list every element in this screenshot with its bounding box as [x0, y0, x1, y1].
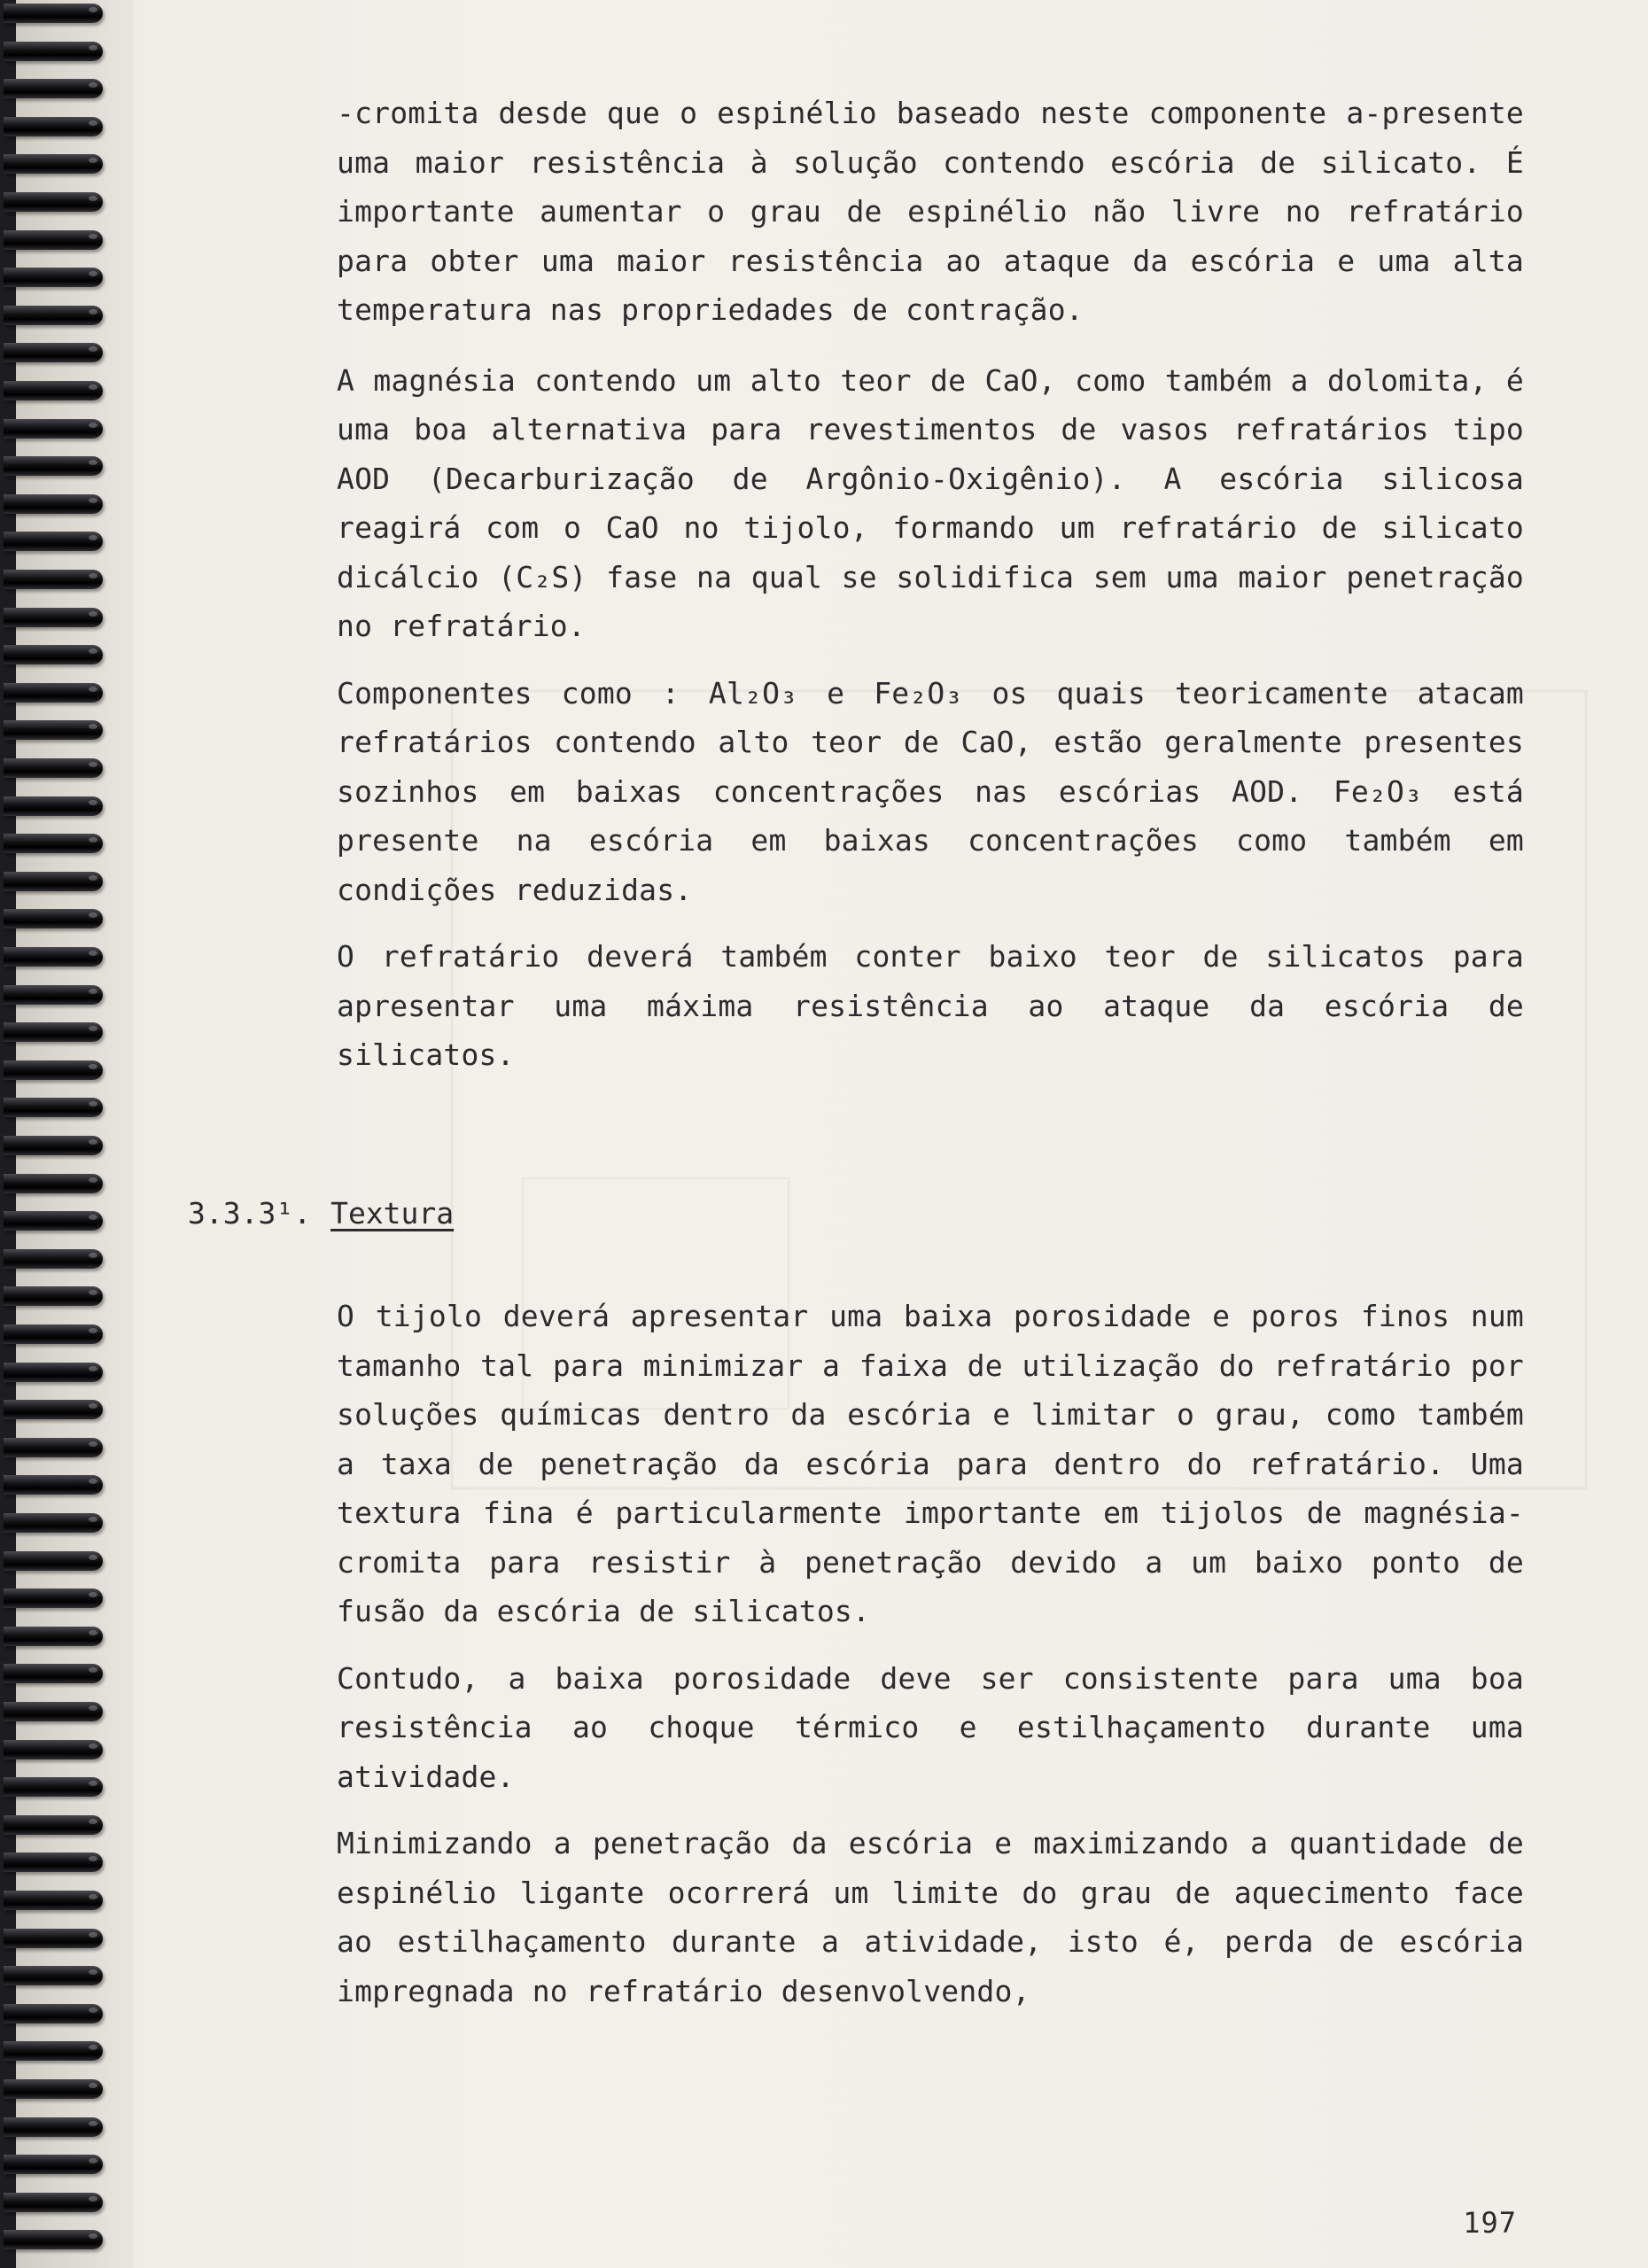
binding-coil — [4, 494, 103, 514]
binding-coil — [4, 1098, 103, 1117]
binding-coil — [4, 834, 103, 853]
binding-coil — [4, 645, 103, 664]
binding-coil — [4, 2041, 103, 2061]
paragraph-magnesia-dolomite: A magnésia contendo um alto teor de CaO, como também a dolomita, é uma boa alternativa para revestimentos de vasos refratários tipo AOD (Decarburização de Argônio-Oxigênio). A escória silicosa reagirá com o CaO no tijolo, formando um refratário de silicato dicálcio (C₂S) fase na qual se solidifica sem uma maior penetração no refratário. — [337, 362, 1524, 643]
binding-coil — [4, 758, 103, 778]
binding-coil — [4, 154, 103, 174]
binding-coil — [4, 1777, 103, 1797]
binding-coil — [4, 1249, 103, 1269]
binding-coil — [4, 192, 103, 212]
binding-coil — [4, 1324, 103, 1344]
binding-coil — [4, 1513, 103, 1533]
binding-coil — [4, 2117, 103, 2137]
binding-coil — [4, 1174, 103, 1193]
binding-coil — [4, 1664, 103, 1683]
binding-coil — [4, 1551, 103, 1571]
paragraph-thermal-shock: Contudo, a baixa porosidade deve ser consistente para uma boa resistência ao choque térmico e estilhaçamento durante uma atividade. — [337, 1660, 1524, 1794]
binding-coil — [4, 2079, 103, 2099]
binding-coil — [4, 343, 103, 362]
binding-coil — [4, 720, 103, 740]
binding-coil — [4, 117, 103, 136]
binding-coil — [4, 1740, 103, 1759]
binding-coil — [4, 1022, 103, 1042]
binding-coil — [4, 1363, 103, 1382]
binding-coil — [4, 532, 103, 551]
paragraph-spalling: Minimizando a penetração da escória e maximizando a quantidade de espinélio ligante ocorrerá um limite do grau de aquecimento face ao estilhaçamento durante a atividade, isto é, perda de escória impregnada no refratário desenvolvendo, — [337, 1826, 1524, 2008]
binding-coil — [4, 79, 103, 98]
spiral-binding — [0, 0, 133, 2268]
binding-coil — [4, 2004, 103, 2023]
binding-coil — [4, 1136, 103, 1155]
binding-coil — [4, 42, 103, 61]
binding-coil — [4, 947, 103, 967]
binding-coil — [4, 268, 103, 287]
binding-coil — [4, 306, 103, 325]
binding-coil — [4, 1588, 103, 1608]
binding-coil — [4, 1475, 103, 1495]
binding-coil — [4, 1438, 103, 1457]
binding-coil — [4, 4, 103, 23]
binding-coil — [4, 2230, 103, 2249]
paragraph-brick-porosity: O tijolo deverá apresentar uma baixa porosidade e poros finos num tamanho tal para minimizar a faixa de utilização do refratário por soluções químicas dentro da escória e limitar o grau, como também a taxa de penetração da escória para dentro do refratário. Uma textura fina é particularmente importante em tijolos de magnésia-cromita para resistir à penetração devido a um baixo ponto de fusão da escória de silicatos. — [337, 1299, 1524, 1628]
binding-coil — [4, 381, 103, 400]
binding-coil — [4, 872, 103, 891]
main-text-top — [337, 89, 1524, 1098]
binding-coil — [4, 1852, 103, 1872]
binding-coil — [4, 683, 103, 703]
binding-coil — [4, 608, 103, 627]
paragraph-spinel-resistance: -cromita desde que o espinélio baseado neste componente a-presente uma maior resistência à solução contendo escória de silicato. É importante aumentar o grau de espinélio não livre no refratário para obter uma maior resistência ao ataque da escória e uma alta temperatura nas propriedades de contração. — [337, 96, 1524, 327]
binding-coil — [4, 1815, 103, 1835]
binding-coil — [4, 796, 103, 816]
binding-coil — [4, 230, 103, 250]
binding-coil — [4, 1891, 103, 1910]
binding-coil — [4, 2193, 103, 2212]
paragraph-low-silicates: O refratário deverá também conter baixo teor de silicatos para apresentar uma máxima resistência ao ataque da escória de silicatos. — [337, 939, 1524, 1072]
section-number: 3.3.3¹. — [188, 1196, 312, 1231]
paragraph-oxide-components: Componentes como : Al₂O₃ e Fe₂O₃ os quais teoricamente atacam refratários contendo alto teor de CaO, estão geralmente presentes sozinhos em baixas concentrações nas escórias AOD. Fe₂O₃ está presente na escória em baixas concentrações como também em condições reduzidas. — [337, 675, 1524, 907]
binding-coil — [4, 985, 103, 1005]
binding-coil — [4, 1060, 103, 1080]
binding-coil — [4, 1966, 103, 1985]
section-heading — [188, 1196, 454, 1231]
binding-coil — [4, 456, 103, 476]
binding-coil — [4, 1702, 103, 1721]
section-title: Textura — [330, 1196, 455, 1231]
binding-coil — [4, 419, 103, 439]
binding-coil — [4, 1211, 103, 1231]
binding-coil — [4, 2155, 103, 2174]
binding-coil — [4, 1286, 103, 1306]
binding-coil — [4, 1400, 103, 1419]
binding-coil — [4, 909, 103, 928]
page-number: 197 — [1463, 2206, 1517, 2240]
binding-coil — [4, 1929, 103, 1948]
binding-coil — [4, 1627, 103, 1646]
main-text-bottom — [337, 1292, 1524, 2033]
binding-coil — [4, 570, 103, 589]
